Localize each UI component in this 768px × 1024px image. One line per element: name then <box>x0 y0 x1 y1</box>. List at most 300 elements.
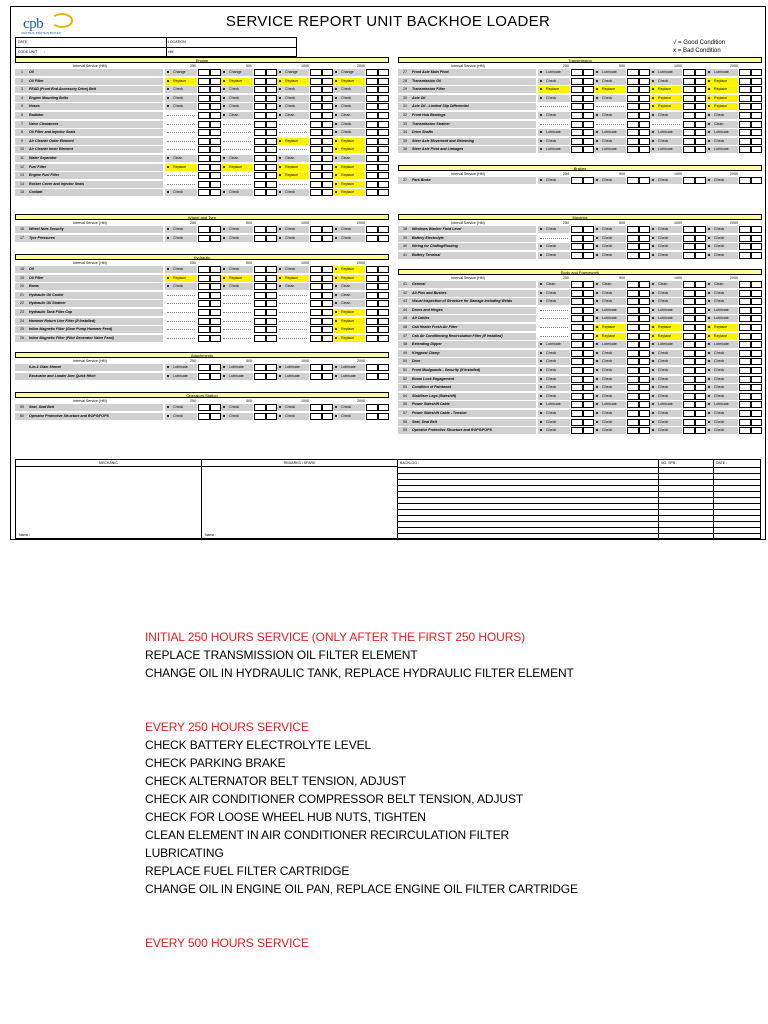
check-box[interactable] <box>627 410 639 417</box>
check-box[interactable] <box>322 283 333 290</box>
check-box[interactable] <box>627 350 639 357</box>
check-box[interactable] <box>571 324 583 331</box>
check-box[interactable] <box>322 112 333 119</box>
check-box[interactable] <box>366 226 378 233</box>
check-box[interactable] <box>639 419 650 426</box>
check-box[interactable] <box>739 376 751 383</box>
check-box[interactable] <box>683 427 695 434</box>
check-box[interactable] <box>322 373 333 380</box>
check-box[interactable] <box>571 350 583 357</box>
check-box[interactable] <box>571 226 583 233</box>
check-box[interactable] <box>210 103 221 110</box>
check-box[interactable] <box>266 112 277 119</box>
check-box[interactable] <box>695 226 706 233</box>
check-box[interactable] <box>571 376 583 383</box>
check-box[interactable] <box>266 318 277 325</box>
check-box[interactable] <box>639 95 650 102</box>
check-box[interactable] <box>266 275 277 282</box>
check-box[interactable] <box>751 298 762 305</box>
check-box[interactable] <box>751 78 762 85</box>
check-box[interactable] <box>695 350 706 357</box>
check-box[interactable] <box>210 364 221 371</box>
check-box[interactable] <box>751 401 762 408</box>
check-box[interactable] <box>683 315 695 322</box>
check-box[interactable] <box>639 243 650 250</box>
check-box[interactable] <box>266 78 277 85</box>
check-box[interactable] <box>695 290 706 297</box>
check-box[interactable] <box>310 189 322 196</box>
check-box[interactable] <box>751 384 762 391</box>
check-box[interactable] <box>571 112 583 119</box>
check-box[interactable] <box>627 376 639 383</box>
check-box[interactable] <box>378 129 389 136</box>
check-box[interactable] <box>266 103 277 110</box>
check-box[interactable] <box>683 281 695 288</box>
check-box[interactable] <box>639 427 650 434</box>
check-box[interactable] <box>683 86 695 93</box>
check-box[interactable] <box>683 307 695 314</box>
check-box[interactable] <box>639 410 650 417</box>
check-box[interactable] <box>198 326 210 333</box>
check-box[interactable] <box>378 404 389 411</box>
check-box[interactable] <box>254 335 266 342</box>
check-box[interactable] <box>266 326 277 333</box>
check-box[interactable] <box>378 292 389 299</box>
check-box[interactable] <box>571 138 583 145</box>
check-box[interactable] <box>639 367 650 374</box>
check-box[interactable] <box>378 373 389 380</box>
check-box[interactable] <box>683 95 695 102</box>
check-box[interactable] <box>627 281 639 288</box>
check-box[interactable] <box>254 86 266 93</box>
check-box[interactable] <box>739 103 751 110</box>
check-box[interactable] <box>751 121 762 128</box>
check-box[interactable] <box>627 307 639 314</box>
check-box[interactable] <box>683 384 695 391</box>
check-box[interactable] <box>210 300 221 307</box>
check-box[interactable] <box>254 413 266 420</box>
check-box[interactable] <box>210 413 221 420</box>
check-box[interactable] <box>266 181 277 188</box>
check-box[interactable] <box>583 298 594 305</box>
check-box[interactable] <box>639 333 650 340</box>
check-box[interactable] <box>378 189 389 196</box>
check-box[interactable] <box>378 69 389 76</box>
check-box[interactable] <box>366 283 378 290</box>
check-box[interactable] <box>210 78 221 85</box>
check-box[interactable] <box>751 324 762 331</box>
check-box[interactable] <box>210 266 221 273</box>
check-box[interactable] <box>695 376 706 383</box>
check-box[interactable] <box>210 283 221 290</box>
check-box[interactable] <box>366 404 378 411</box>
check-box[interactable] <box>266 69 277 76</box>
check-box[interactable] <box>695 146 706 153</box>
check-box[interactable] <box>639 138 650 145</box>
check-box[interactable] <box>695 410 706 417</box>
check-box[interactable] <box>322 309 333 316</box>
check-box[interactable] <box>739 315 751 322</box>
check-box[interactable] <box>310 103 322 110</box>
check-box[interactable] <box>695 235 706 242</box>
check-box[interactable] <box>683 298 695 305</box>
check-box[interactable] <box>322 78 333 85</box>
check-box[interactable] <box>583 103 594 110</box>
check-box[interactable] <box>639 298 650 305</box>
check-box[interactable] <box>583 315 594 322</box>
check-box[interactable] <box>583 350 594 357</box>
check-box[interactable] <box>739 86 751 93</box>
check-box[interactable] <box>571 103 583 110</box>
check-box[interactable] <box>695 315 706 322</box>
check-box[interactable] <box>627 121 639 128</box>
check-box[interactable] <box>583 401 594 408</box>
check-box[interactable] <box>310 155 322 162</box>
check-box[interactable] <box>695 138 706 145</box>
check-box[interactable] <box>198 413 210 420</box>
check-box[interactable] <box>254 172 266 179</box>
check-box[interactable] <box>571 419 583 426</box>
check-box[interactable] <box>583 129 594 136</box>
check-box[interactable] <box>266 95 277 102</box>
check-box[interactable] <box>198 373 210 380</box>
check-box[interactable] <box>198 364 210 371</box>
check-box[interactable] <box>571 307 583 314</box>
check-box[interactable] <box>751 350 762 357</box>
check-box[interactable] <box>322 318 333 325</box>
check-box[interactable] <box>198 129 210 136</box>
check-box[interactable] <box>751 252 762 259</box>
check-box[interactable] <box>378 146 389 153</box>
check-box[interactable] <box>739 358 751 365</box>
check-box[interactable] <box>695 307 706 314</box>
check-box[interactable] <box>310 373 322 380</box>
check-box[interactable] <box>198 181 210 188</box>
check-box[interactable] <box>378 300 389 307</box>
check-box[interactable] <box>310 266 322 273</box>
check-box[interactable] <box>198 283 210 290</box>
check-box[interactable] <box>322 300 333 307</box>
check-box[interactable] <box>583 146 594 153</box>
check-box[interactable] <box>210 181 221 188</box>
check-box[interactable] <box>571 315 583 322</box>
check-box[interactable] <box>639 384 650 391</box>
check-box[interactable] <box>378 155 389 162</box>
check-box[interactable] <box>583 324 594 331</box>
check-box[interactable] <box>751 243 762 250</box>
check-box[interactable] <box>254 364 266 371</box>
check-box[interactable] <box>198 309 210 316</box>
check-box[interactable] <box>739 393 751 400</box>
check-box[interactable] <box>639 103 650 110</box>
check-box[interactable] <box>583 367 594 374</box>
check-box[interactable] <box>751 315 762 322</box>
check-box[interactable] <box>751 86 762 93</box>
check-box[interactable] <box>683 350 695 357</box>
check-box[interactable] <box>310 364 322 371</box>
check-box[interactable] <box>266 335 277 342</box>
check-box[interactable] <box>254 292 266 299</box>
check-box[interactable] <box>366 121 378 128</box>
check-box[interactable] <box>683 112 695 119</box>
check-box[interactable] <box>695 69 706 76</box>
check-box[interactable] <box>254 283 266 290</box>
check-box[interactable] <box>571 393 583 400</box>
check-box[interactable] <box>683 138 695 145</box>
check-box[interactable] <box>198 318 210 325</box>
check-box[interactable] <box>366 164 378 171</box>
check-box[interactable] <box>266 155 277 162</box>
check-box[interactable] <box>198 404 210 411</box>
check-box[interactable] <box>695 401 706 408</box>
check-box[interactable] <box>639 307 650 314</box>
check-box[interactable] <box>739 419 751 426</box>
check-box[interactable] <box>310 275 322 282</box>
check-box[interactable] <box>254 181 266 188</box>
check-box[interactable] <box>739 427 751 434</box>
check-box[interactable] <box>198 69 210 76</box>
check-box[interactable] <box>739 410 751 417</box>
check-box[interactable] <box>198 103 210 110</box>
check-box[interactable] <box>310 226 322 233</box>
check-box[interactable] <box>366 155 378 162</box>
check-box[interactable] <box>695 95 706 102</box>
check-box[interactable] <box>627 333 639 340</box>
check-box[interactable] <box>254 121 266 128</box>
check-box[interactable] <box>378 326 389 333</box>
check-box[interactable] <box>310 413 322 420</box>
check-box[interactable] <box>627 341 639 348</box>
check-box[interactable] <box>254 226 266 233</box>
check-box[interactable] <box>210 86 221 93</box>
check-box[interactable] <box>695 384 706 391</box>
check-box[interactable] <box>310 309 322 316</box>
check-box[interactable] <box>266 172 277 179</box>
check-box[interactable] <box>310 181 322 188</box>
check-box[interactable] <box>366 129 378 136</box>
check-box[interactable] <box>210 326 221 333</box>
check-box[interactable] <box>583 86 594 93</box>
check-box[interactable] <box>571 121 583 128</box>
check-box[interactable] <box>378 309 389 316</box>
check-box[interactable] <box>571 252 583 259</box>
check-box[interactable] <box>571 367 583 374</box>
check-box[interactable] <box>310 235 322 242</box>
check-box[interactable] <box>322 155 333 162</box>
check-box[interactable] <box>366 326 378 333</box>
check-box[interactable] <box>266 283 277 290</box>
check-box[interactable] <box>639 226 650 233</box>
check-box[interactable] <box>366 69 378 76</box>
check-box[interactable] <box>198 300 210 307</box>
check-box[interactable] <box>322 335 333 342</box>
check-box[interactable] <box>739 341 751 348</box>
check-box[interactable] <box>739 384 751 391</box>
check-box[interactable] <box>571 177 583 184</box>
check-box[interactable] <box>322 95 333 102</box>
check-box[interactable] <box>378 181 389 188</box>
check-box[interactable] <box>571 358 583 365</box>
check-box[interactable] <box>266 266 277 273</box>
check-box[interactable] <box>378 95 389 102</box>
check-box[interactable] <box>695 103 706 110</box>
check-box[interactable] <box>583 121 594 128</box>
check-box[interactable] <box>639 121 650 128</box>
check-box[interactable] <box>310 283 322 290</box>
check-box[interactable] <box>695 358 706 365</box>
check-box[interactable] <box>254 404 266 411</box>
check-box[interactable] <box>683 243 695 250</box>
check-box[interactable] <box>627 243 639 250</box>
check-box[interactable] <box>751 112 762 119</box>
check-box[interactable] <box>254 146 266 153</box>
check-box[interactable] <box>683 419 695 426</box>
check-box[interactable] <box>683 129 695 136</box>
check-box[interactable] <box>695 298 706 305</box>
check-box[interactable] <box>695 324 706 331</box>
check-box[interactable] <box>266 300 277 307</box>
check-box[interactable] <box>322 164 333 171</box>
check-box[interactable] <box>683 376 695 383</box>
check-box[interactable] <box>695 243 706 250</box>
check-box[interactable] <box>210 309 221 316</box>
check-box[interactable] <box>378 235 389 242</box>
check-box[interactable] <box>378 86 389 93</box>
check-box[interactable] <box>210 275 221 282</box>
check-box[interactable] <box>751 146 762 153</box>
check-box[interactable] <box>254 164 266 171</box>
check-box[interactable] <box>583 419 594 426</box>
check-box[interactable] <box>695 367 706 374</box>
check-box[interactable] <box>683 226 695 233</box>
check-box[interactable] <box>254 189 266 196</box>
check-box[interactable] <box>627 95 639 102</box>
check-box[interactable] <box>583 78 594 85</box>
check-box[interactable] <box>639 324 650 331</box>
check-box[interactable] <box>198 138 210 145</box>
check-box[interactable] <box>583 376 594 383</box>
check-box[interactable] <box>366 181 378 188</box>
check-box[interactable] <box>751 367 762 374</box>
check-box[interactable] <box>627 129 639 136</box>
check-box[interactable] <box>322 103 333 110</box>
check-box[interactable] <box>683 121 695 128</box>
check-box[interactable] <box>683 69 695 76</box>
check-box[interactable] <box>683 78 695 85</box>
check-box[interactable] <box>627 235 639 242</box>
backlog-box[interactable] <box>397 459 761 539</box>
check-box[interactable] <box>739 350 751 357</box>
check-box[interactable] <box>695 86 706 93</box>
check-box[interactable] <box>739 95 751 102</box>
check-box[interactable] <box>683 235 695 242</box>
check-box[interactable] <box>627 367 639 374</box>
check-box[interactable] <box>266 309 277 316</box>
check-box[interactable] <box>739 146 751 153</box>
check-box[interactable] <box>695 341 706 348</box>
check-box[interactable] <box>639 290 650 297</box>
check-box[interactable] <box>198 86 210 93</box>
check-box[interactable] <box>378 103 389 110</box>
check-box[interactable] <box>310 335 322 342</box>
check-box[interactable] <box>695 112 706 119</box>
check-box[interactable] <box>378 275 389 282</box>
check-box[interactable] <box>583 252 594 259</box>
check-box[interactable] <box>751 358 762 365</box>
check-box[interactable] <box>739 324 751 331</box>
check-box[interactable] <box>571 95 583 102</box>
check-box[interactable] <box>571 341 583 348</box>
check-box[interactable] <box>683 333 695 340</box>
check-box[interactable] <box>254 103 266 110</box>
check-box[interactable] <box>571 235 583 242</box>
check-box[interactable] <box>322 404 333 411</box>
check-box[interactable] <box>683 103 695 110</box>
check-box[interactable] <box>254 373 266 380</box>
check-box[interactable] <box>266 404 277 411</box>
check-box[interactable] <box>366 78 378 85</box>
check-box[interactable] <box>627 290 639 297</box>
check-box[interactable] <box>310 121 322 128</box>
check-box[interactable] <box>310 172 322 179</box>
check-box[interactable] <box>322 275 333 282</box>
check-box[interactable] <box>583 281 594 288</box>
check-box[interactable] <box>739 298 751 305</box>
check-box[interactable] <box>310 318 322 325</box>
check-box[interactable] <box>695 281 706 288</box>
check-box[interactable] <box>198 78 210 85</box>
check-box[interactable] <box>322 146 333 153</box>
check-box[interactable] <box>639 235 650 242</box>
check-box[interactable] <box>571 281 583 288</box>
check-box[interactable] <box>583 410 594 417</box>
check-box[interactable] <box>639 350 650 357</box>
check-box[interactable] <box>683 146 695 153</box>
check-box[interactable] <box>198 155 210 162</box>
check-box[interactable] <box>583 427 594 434</box>
check-box[interactable] <box>378 266 389 273</box>
check-box[interactable] <box>198 95 210 102</box>
check-box[interactable] <box>739 235 751 242</box>
check-box[interactable] <box>751 235 762 242</box>
check-box[interactable] <box>366 373 378 380</box>
check-box[interactable] <box>210 189 221 196</box>
check-box[interactable] <box>571 410 583 417</box>
check-box[interactable] <box>266 146 277 153</box>
check-box[interactable] <box>198 292 210 299</box>
check-box[interactable] <box>739 226 751 233</box>
check-box[interactable] <box>739 138 751 145</box>
check-box[interactable] <box>739 243 751 250</box>
check-box[interactable] <box>366 103 378 110</box>
check-box[interactable] <box>739 401 751 408</box>
check-box[interactable] <box>310 326 322 333</box>
check-box[interactable] <box>627 419 639 426</box>
check-box[interactable] <box>583 95 594 102</box>
check-box[interactable] <box>627 138 639 145</box>
check-box[interactable] <box>583 138 594 145</box>
check-box[interactable] <box>639 112 650 119</box>
check-box[interactable] <box>751 290 762 297</box>
check-box[interactable] <box>310 404 322 411</box>
check-box[interactable] <box>751 419 762 426</box>
check-box[interactable] <box>627 69 639 76</box>
check-box[interactable] <box>266 292 277 299</box>
check-box[interactable] <box>198 164 210 171</box>
check-box[interactable] <box>627 384 639 391</box>
check-box[interactable] <box>210 69 221 76</box>
check-box[interactable] <box>571 146 583 153</box>
